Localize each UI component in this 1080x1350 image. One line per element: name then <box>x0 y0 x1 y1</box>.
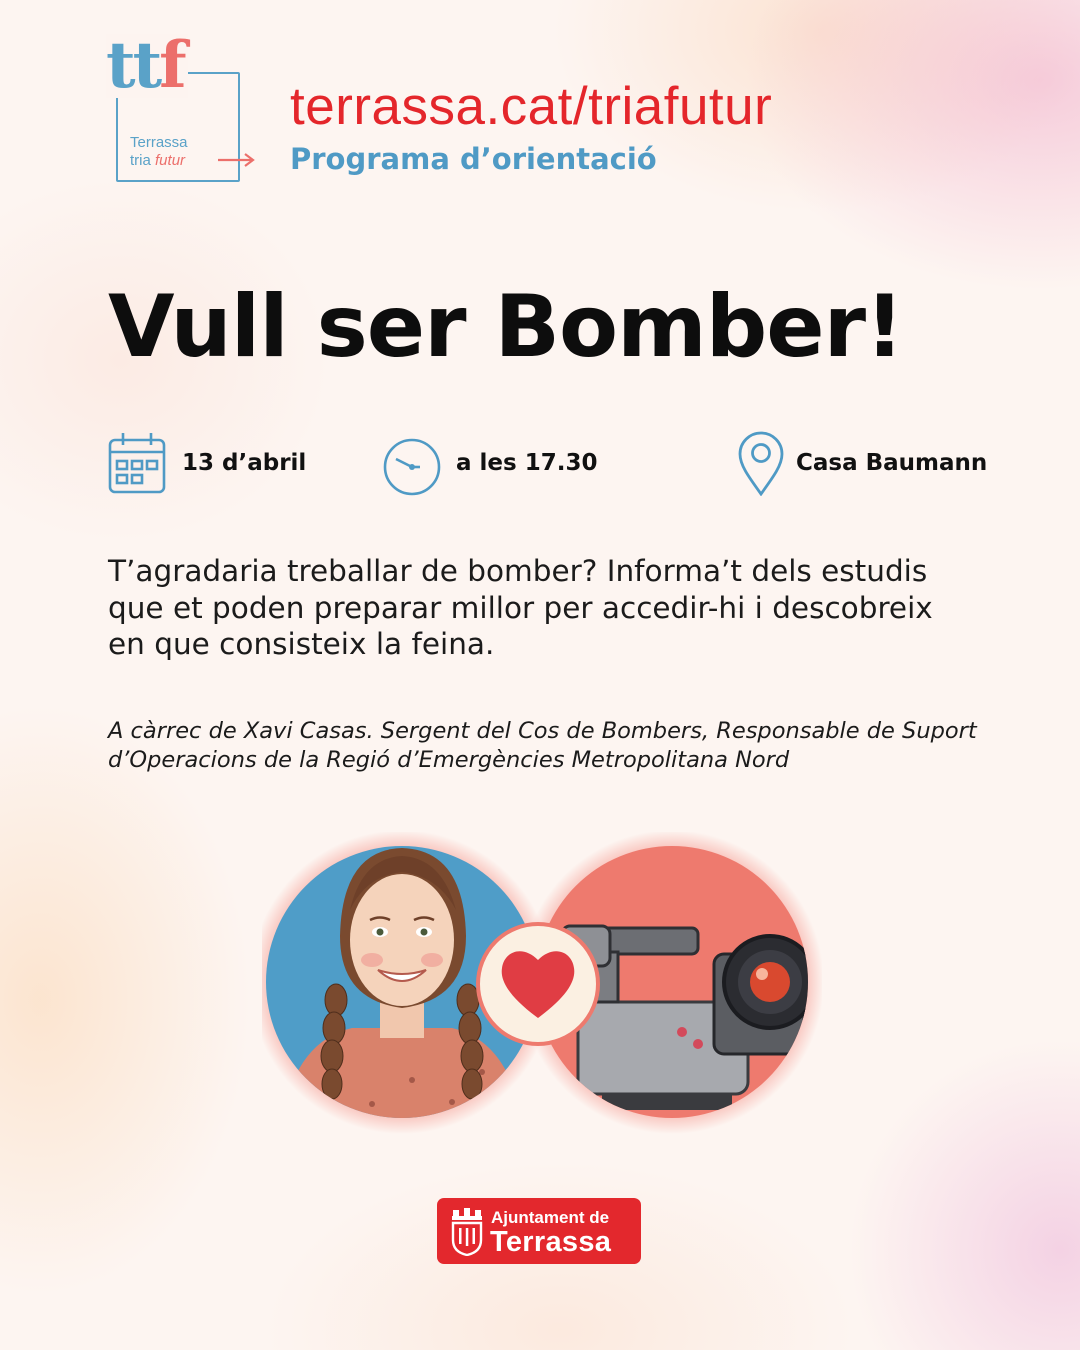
event-place <box>734 430 987 496</box>
logo-mark <box>106 28 188 103</box>
heart-badge <box>478 924 598 1044</box>
ttf-logo <box>106 28 252 190</box>
program-subtitle: Programa d’orientació <box>290 142 657 176</box>
logo-text-tria: tria <box>130 152 151 169</box>
event-place-text: Casa Baumann <box>796 450 988 476</box>
event-time-text: a les 17.30 <box>456 450 598 476</box>
city-council-logo <box>437 1198 641 1264</box>
event-description: T’agradaria treballar de bomber? Informa’t dels estudis que et poden preparar millor per accedir-hi i descobreix en que consisteix la feina. <box>108 554 933 661</box>
event-date-text: 13 d’abril <box>182 450 307 476</box>
speaker-credit: A càrrec de Xavi Casas. Sergent del Cos de Bombers, Responsable de Suport d’Operacions de la Regió d’Emergències Metropolitana Nord <box>108 718 977 773</box>
logo-text-futur: futur <box>155 152 186 169</box>
logo-text-triafutur <box>130 152 185 169</box>
calendar-icon <box>108 430 168 496</box>
event-time <box>382 430 597 496</box>
illustration <box>262 832 822 1162</box>
event-info-row <box>0 430 1080 510</box>
logo-mark-f: f <box>159 28 184 103</box>
city-council-line2: Terrassa <box>490 1226 612 1258</box>
city-council-line1: Ajuntament de <box>491 1208 610 1227</box>
coat-of-arms-icon <box>449 1208 485 1256</box>
clock-icon <box>382 430 442 496</box>
event-title: Vull ser Bomber! <box>108 277 904 377</box>
logo-mark-tt: tt <box>106 28 160 103</box>
map-pin-icon <box>734 430 794 496</box>
arrow-right-icon <box>216 150 258 170</box>
site-url[interactable]: terrassa.cat/triafutur <box>290 77 773 136</box>
event-date <box>108 430 306 496</box>
logo-text-terrassa: Terrassa <box>130 134 188 151</box>
